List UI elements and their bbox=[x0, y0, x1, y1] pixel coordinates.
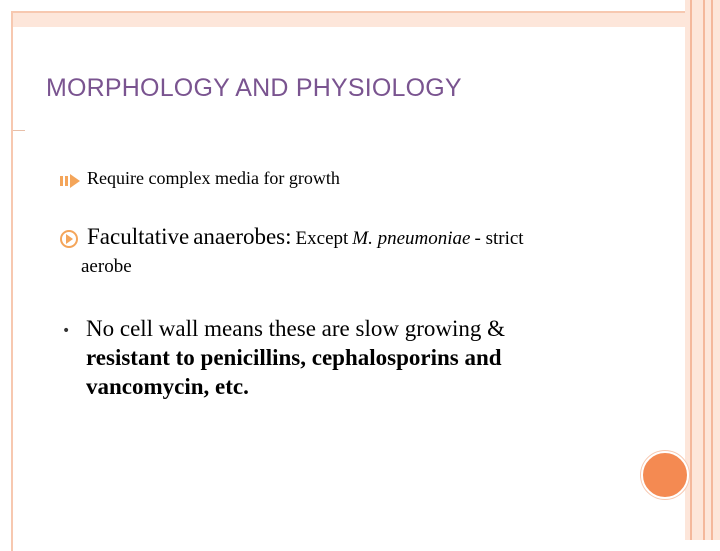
right-decor-line bbox=[703, 0, 705, 540]
bullet-text-except: Except bbox=[295, 228, 349, 249]
header-band bbox=[13, 13, 685, 27]
title-rule bbox=[13, 130, 25, 131]
bullet-text-line: vancomycin, etc. bbox=[86, 374, 249, 399]
bullet-text-continuation: aerobe bbox=[81, 256, 132, 277]
bullet-text-tail: - strict bbox=[474, 228, 524, 249]
bullet-text-lead: Facultative bbox=[87, 224, 190, 249]
bullet-text: Require complex media for growth bbox=[87, 168, 340, 188]
dot-bullet-icon: • bbox=[62, 323, 71, 339]
arrow-bullet-icon bbox=[60, 172, 80, 186]
right-decor-line bbox=[690, 0, 692, 540]
circle-arrow-bullet-icon bbox=[60, 230, 78, 248]
slide-title: MORPHOLOGY AND PHYSIOLOGY bbox=[46, 74, 462, 102]
organism-name: M. pneumoniae bbox=[352, 228, 471, 249]
decor-circle bbox=[641, 451, 689, 499]
right-decor-line bbox=[711, 0, 713, 540]
bullet-text-mid: anaerobes: bbox=[193, 224, 292, 249]
bullet-text-line: resistant to penicillins, cephalosporins and bbox=[86, 345, 502, 370]
bullet-text-line: No cell wall means these are slow growing & bbox=[86, 316, 505, 341]
